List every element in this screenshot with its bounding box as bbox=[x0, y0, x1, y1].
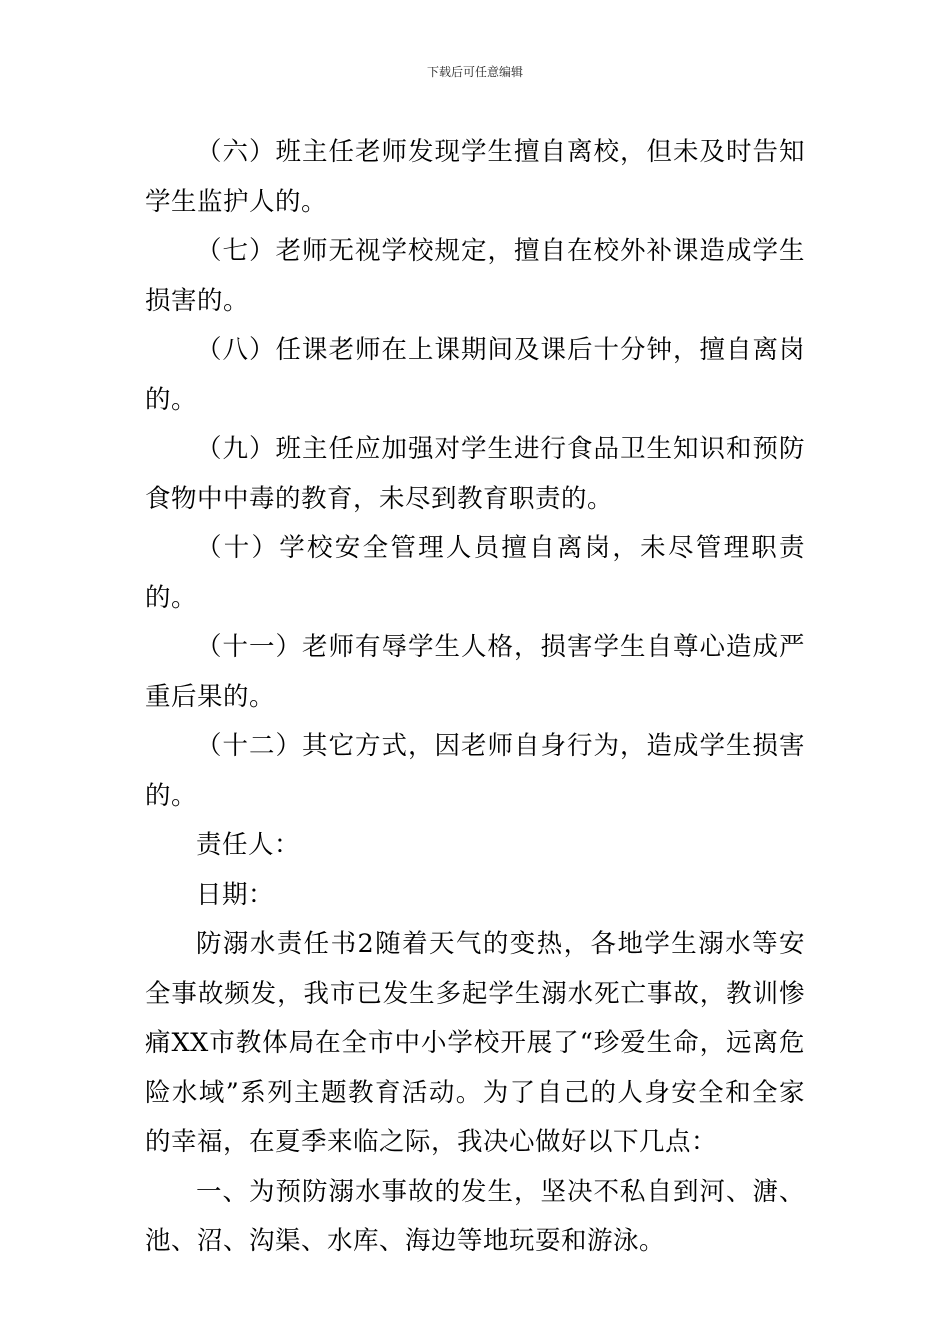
drowning-prevention-intro: 防溺水责任书2随着天气的变热，各地学生溺水等安全事故频发，我市已发生多起学生溺水死亡事故，教训惨痛XX市教体局在全市中小学校开展了“珍爱生命，远离危险水域”系列主题教育活动。为了自己的人身安全和全家的幸福，在夏季来临之际，我决心做好以下几点： bbox=[145, 929, 805, 1157]
paragraph-item-12: （十二）其它方式，因老师自身行为，造成学生损害的。 bbox=[145, 731, 805, 811]
document-body bbox=[145, 128, 805, 1267]
responsible-person-label: 责任人： bbox=[196, 830, 301, 860]
paragraph-item-8: （八）任课老师在上课期间及课后十分钟，擅自离岗的。 bbox=[145, 335, 805, 415]
paragraph-item-9: （九）班主任应加强对学生进行食品卫生知识和预防食物中中毒的教育，未尽到教育职责的。 bbox=[145, 434, 805, 514]
paragraph-item-6: （六）班主任老师发现学生擅自离校，但未及时告知学生监护人的。 bbox=[145, 137, 805, 217]
date-label: 日期： bbox=[196, 879, 275, 910]
paragraph-item-11: （十一）老师有辱学生人格，损害学生自尊心造成严重后果的。 bbox=[145, 632, 805, 712]
page-header-note: 下载后可任意编辑 bbox=[426, 65, 523, 79]
paragraph-item-10: （十）学校安全管理人员擅自离岗，未尽管理职责的。 bbox=[145, 533, 805, 613]
paragraph-item-7: （七）老师无视学校规定，擅自在校外补课造成学生损害的。 bbox=[145, 236, 805, 316]
pledge-item-1: 一、为预防溺水事故的发生，坚决不私自到河、溏、池、沼、沟渠、水库、海边等地玩耍和游泳。 bbox=[145, 1176, 805, 1256]
